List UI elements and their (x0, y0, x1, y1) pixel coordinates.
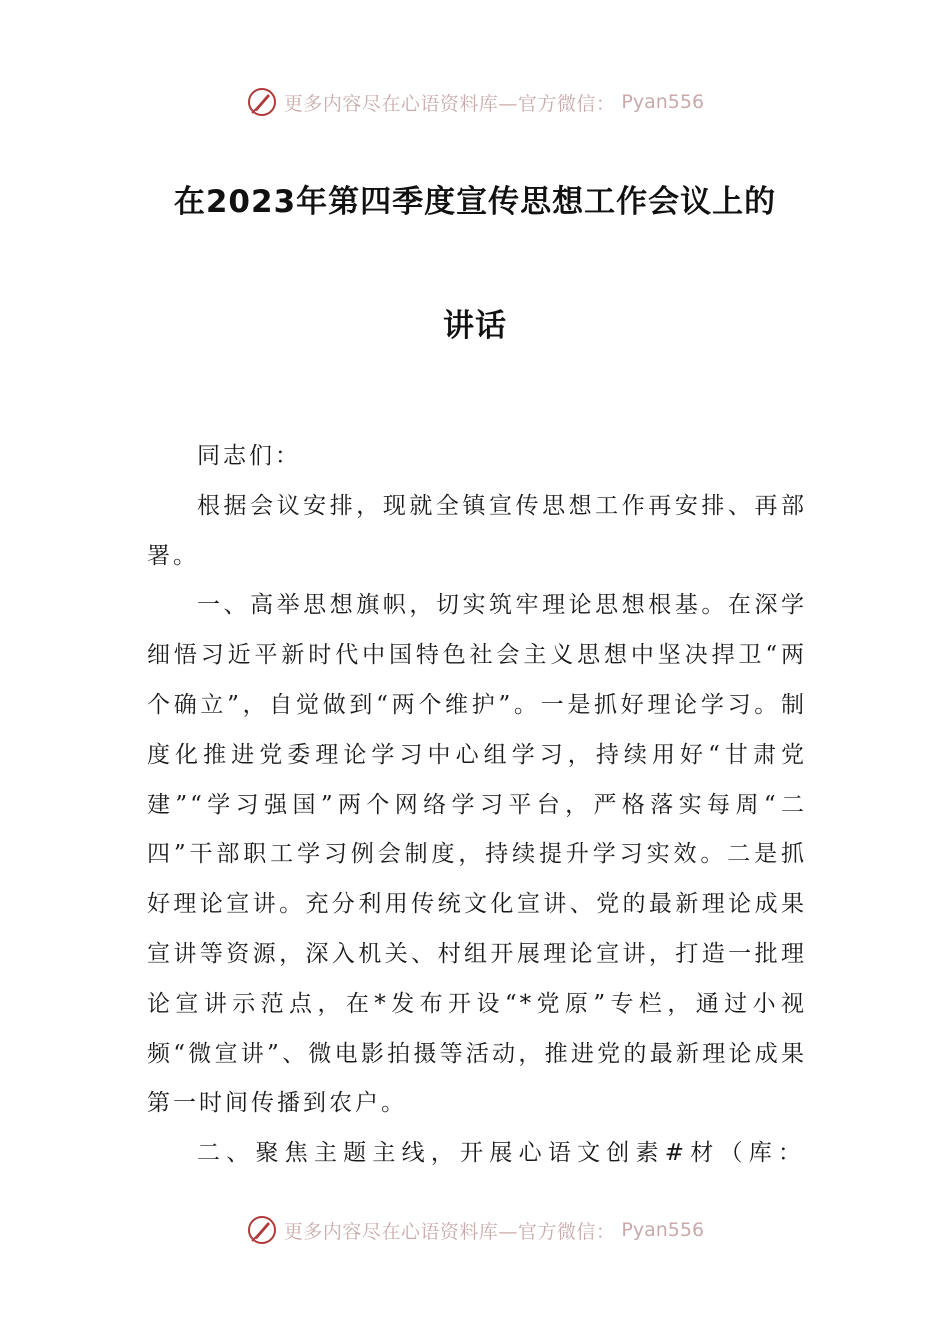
document-title-line-1: 在2023年第四季度宣传思想工作会议上的 (173, 184, 777, 220)
salutation: 同志们： (197, 443, 301, 469)
quill-logo-icon (246, 1214, 278, 1246)
header-watermark (0, 82, 950, 122)
watermark-text: 更多内容尽在心语资料库—官方微信： (283, 1220, 616, 1243)
paragraph-section-1: 一、高举思想旗帜，切实筑牢理论思想根基。在深学细悟习近平新时代中国特色社会主义思想中坚决捍卫“两个确立”，自觉做到“两个维护”。一是抓好理论学习。制度化推进党委理论学习中心组学习，持续用好“甘肃党建”“学习强国”两个网络学习平台，严格落实每周“二四”干部职工学习例会制度，持续提升学习实效。二是抓好理论宣讲。充分利用传统文化宣讲、党的最新理论成果宣讲等资源，深入机关、村组开展理论宣讲，打造一批理论宣讲示范点，在*发布开设“*党原”专栏，通过小视频“微宣讲”、微电影拍摄等活动，推进党的最新理论成果第一时间传播到农户。 (147, 592, 807, 1117)
document-body (147, 432, 807, 1179)
footer-watermark (0, 1210, 950, 1250)
watermark-text: 更多内容尽在心语资料库—官方微信： (283, 92, 616, 115)
quill-logo-icon (246, 86, 278, 118)
paragraph-intro: 根据会议安排，现就全镇宣传思想工作再安排、再部署。 (147, 492, 807, 569)
document-title-line-2: 讲话 (443, 308, 507, 344)
watermark-wechat-id: Pyan556 (621, 91, 705, 113)
watermark-wechat-id: Pyan556 (621, 1219, 705, 1241)
paragraph-section-2: 二、聚焦主题主线，开展心语文创素#材（库： (197, 1140, 807, 1167)
